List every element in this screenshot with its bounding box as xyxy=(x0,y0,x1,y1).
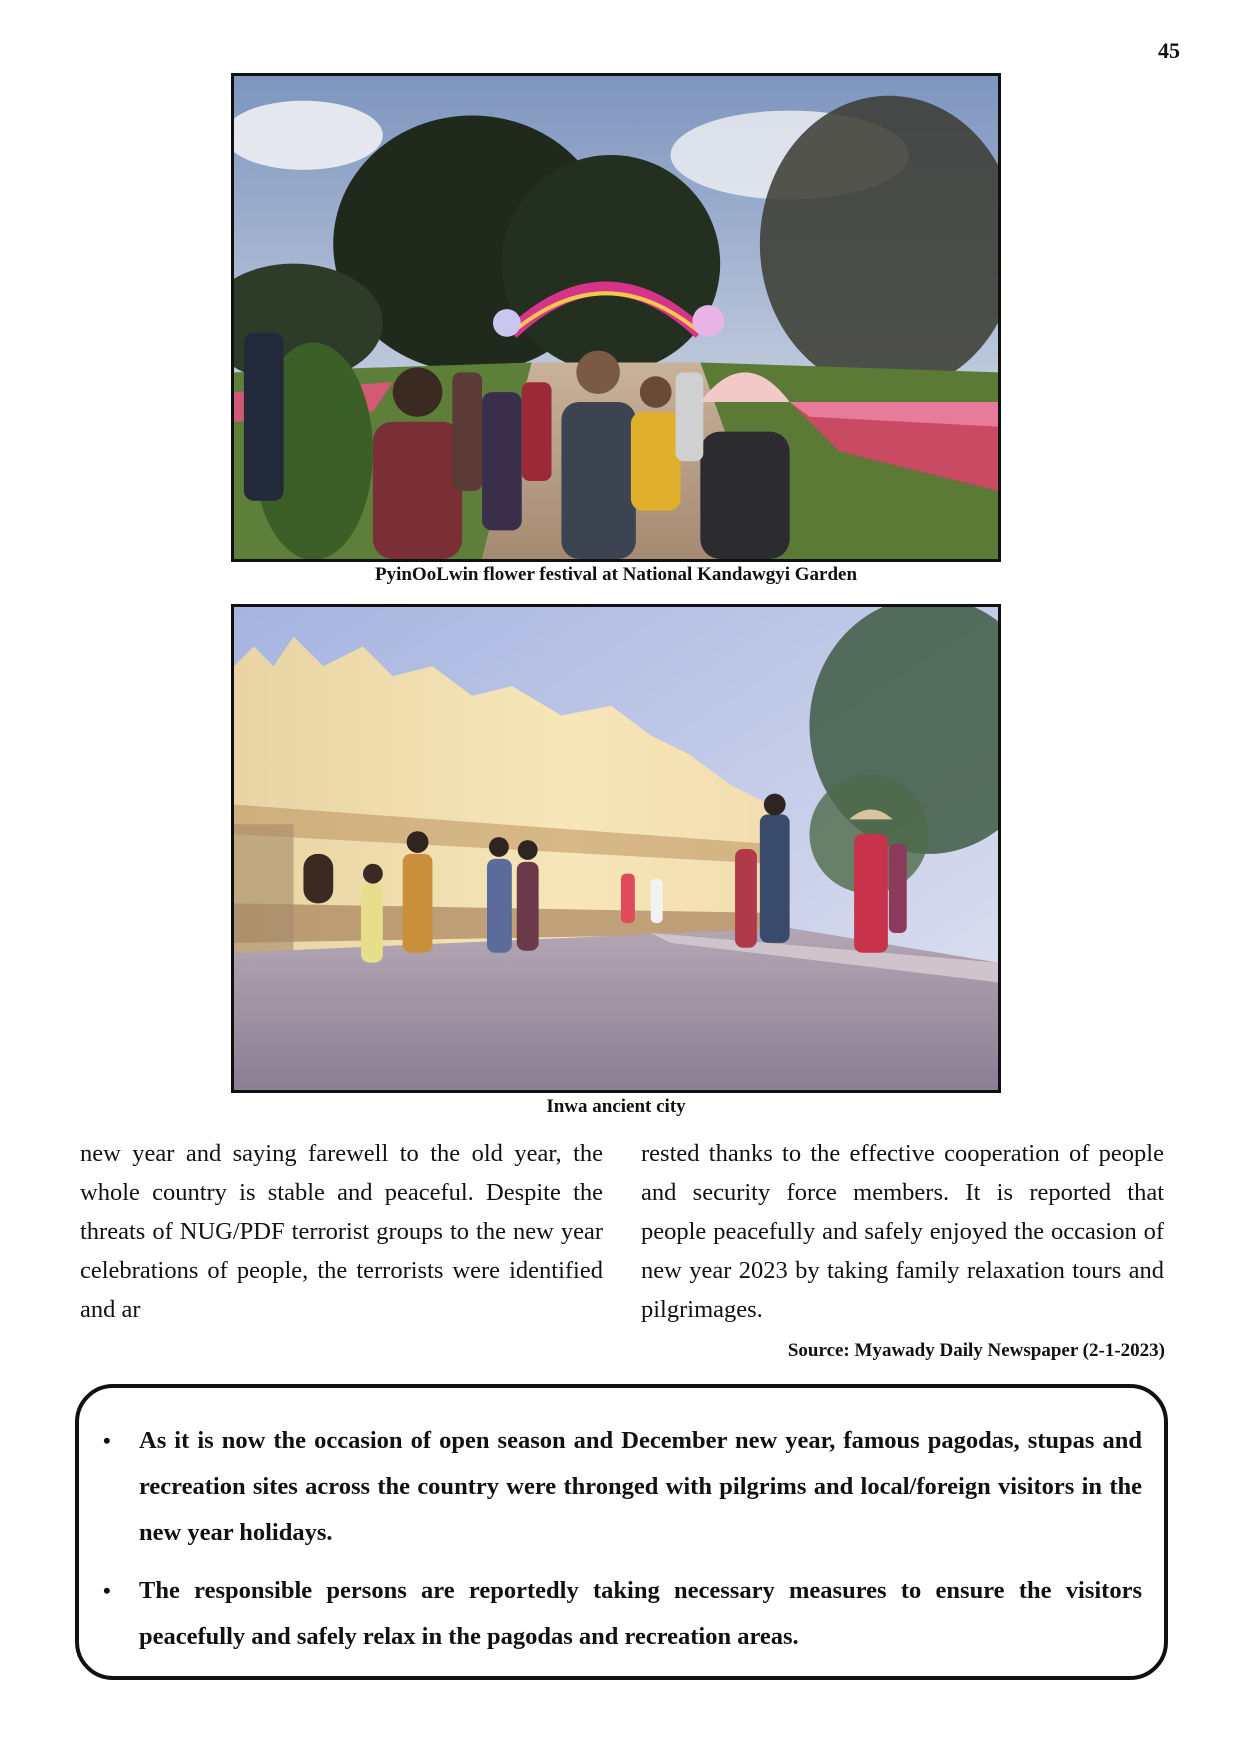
summary-point-text: The responsible persons are reportedly taking necessary measures to ensure the visitors peacefully and safely relax in the pagodas and recreation areas. xyxy=(139,1577,1142,1650)
summary-box xyxy=(75,1384,1168,1680)
flower-festival-caption: PyinOoLwin flower festival at National Kandawgyi Garden xyxy=(374,564,858,585)
inwa-ancient-city-image xyxy=(234,607,998,1090)
inwa-ancient-city-caption: Inwa ancient city xyxy=(546,1096,686,1117)
summary-point xyxy=(99,1418,1142,1556)
summary-list xyxy=(99,1418,1142,1660)
flower-festival-image xyxy=(234,76,998,559)
summary-point-text: As it is now the occasion of open season and December new year, famous pagodas, stupas and recreation sites across the country were thronged with pilgrims and local/foreign visitors in the new year holidays. xyxy=(139,1427,1142,1546)
article-right-column: rested thanks to the effective cooperation of people and security force members. It is reported that people peacefully and safely enjoyed the occasion of new year 2023 by taking family relaxation tours and pilgrimages. xyxy=(641,1140,1164,1323)
inwa-ancient-city-photo xyxy=(231,604,1001,1093)
bullet-icon: • xyxy=(103,1428,111,1453)
article-left-column: new year and saying farewell to the old year, the whole country is stable and peaceful. Despite the threats of NUG/PDF terrorist groups to the new year celebrations of people, the terrorists were identified and ar xyxy=(80,1140,603,1323)
article-body xyxy=(80,1134,1164,1329)
bullet-icon: • xyxy=(103,1578,111,1603)
summary-point xyxy=(99,1568,1142,1660)
flower-festival-photo xyxy=(231,73,1001,562)
page-number: 45 xyxy=(1158,38,1180,63)
article-source: Source: Myawady Daily Newspaper (2-1-2023) xyxy=(787,1340,1165,1361)
